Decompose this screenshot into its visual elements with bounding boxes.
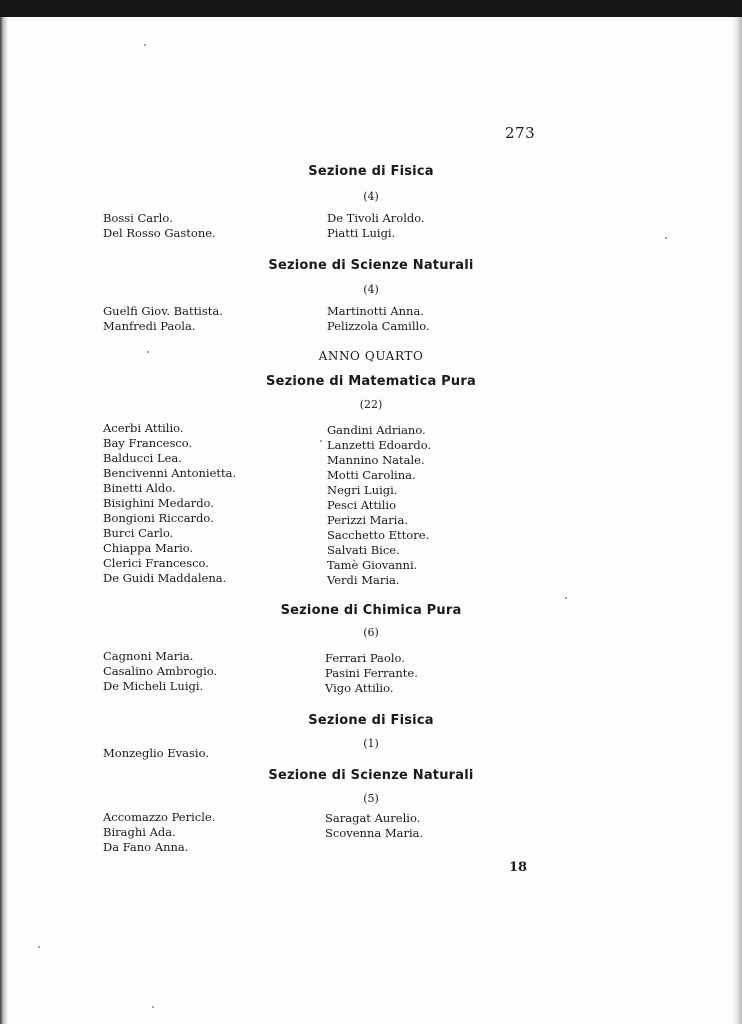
- section-count: (4): [363, 190, 379, 203]
- scan-speck: [565, 597, 567, 599]
- page-number: 273: [505, 124, 536, 142]
- name-list-left: [103, 421, 236, 586]
- list-item: Perizzi Maria.: [327, 513, 408, 527]
- list-item: Accomazzo Pericle.: [103, 810, 216, 824]
- list-item: Del Rosso Gastone.: [103, 226, 216, 240]
- section-heading-matematica-pura: Sezione di Matematica Pura: [266, 374, 476, 389]
- section-heading-fisica: Sezione di Fisica: [308, 164, 434, 179]
- section-heading-chimica-pura: Sezione di Chimica Pura: [280, 603, 462, 618]
- list-item: Casalino Ambrogio.: [103, 664, 218, 678]
- scan-speck: [38, 946, 40, 948]
- list-item: Tamè Giovanni.: [327, 558, 418, 572]
- section-count: (6): [363, 626, 379, 639]
- list-item: De Tivoli Aroldo.: [327, 211, 425, 225]
- name-list-right: [325, 651, 418, 696]
- name-list-left: [103, 211, 216, 241]
- list-item: Bencivenni Antonietta.: [103, 466, 237, 480]
- year-heading: ANNO QUARTO: [318, 349, 424, 363]
- list-item: Binetti Aldo.: [103, 481, 176, 495]
- list-item: Pesci Attilio: [327, 498, 397, 512]
- list-item: Burci Carlo.: [103, 526, 174, 540]
- list-item: Chiappa Mario.: [103, 541, 194, 555]
- list-item: Vigo Attilio.: [325, 681, 394, 695]
- list-item: Gandini Adriano.: [327, 423, 426, 437]
- scan-speck: [147, 351, 149, 353]
- list-item: Da Fano Anna.: [103, 840, 189, 854]
- name-list-left: [103, 304, 223, 334]
- list-item: Sacchetto Ettore.: [327, 528, 430, 542]
- section-heading-fisica: Sezione di Fisica: [308, 713, 434, 728]
- section-count: (22): [359, 398, 383, 411]
- name-list-right: [327, 423, 431, 588]
- list-item: Bisighini Medardo.: [103, 496, 214, 510]
- signature-mark: 18: [509, 860, 528, 875]
- list-item: Saragat Aurelio.: [325, 811, 421, 825]
- list-item: Clerici Francesco.: [103, 556, 209, 570]
- list-item: Mannino Natale.: [327, 453, 425, 467]
- name-list-right: [325, 811, 423, 841]
- list-item: Guelfi Giov. Battista.: [103, 304, 223, 318]
- scan-speck: [144, 44, 146, 46]
- list-item: Pelizzola Camillo.: [327, 319, 430, 333]
- list-item: De Micheli Luigi.: [103, 679, 204, 693]
- list-item: Lanzetti Edoardo.: [327, 438, 432, 452]
- scan-speck: [320, 440, 322, 442]
- section-heading-scienze-naturali: Sezione di Scienze Naturali: [268, 258, 474, 273]
- list-item: Manfredi Paola.: [103, 319, 196, 333]
- list-item: Bossi Carlo.: [103, 211, 173, 225]
- section-heading-scienze-naturali: Sezione di Scienze Naturali: [268, 768, 474, 783]
- name-list-right: [327, 304, 430, 334]
- name-list-left: [103, 746, 209, 761]
- list-item: Negri Luigi.: [327, 483, 398, 497]
- list-item: Martinotti Anna.: [327, 304, 424, 318]
- list-item: Piatti Luigi.: [327, 226, 396, 240]
- list-item: Ferrari Paolo.: [325, 651, 405, 665]
- list-item: Biraghi Ada.: [103, 825, 176, 839]
- list-item: Motti Carolina.: [327, 468, 416, 482]
- list-item: Pasini Ferrante.: [325, 666, 418, 680]
- list-item: Acerbi Attilio.: [103, 421, 184, 435]
- list-item: Bay Francesco.: [103, 436, 193, 450]
- section-count: (4): [363, 283, 379, 296]
- section-count: (5): [363, 792, 379, 805]
- name-list-right: [327, 211, 425, 241]
- list-item: Cagnoni Maria.: [103, 649, 194, 663]
- scan-speck: [152, 1006, 154, 1008]
- scan-top-border: [0, 0, 742, 17]
- list-item: Salvati Bice.: [327, 543, 400, 557]
- list-item: Monzeglio Evasio.: [103, 746, 209, 760]
- list-item: Balducci Lea.: [103, 451, 182, 465]
- list-item: De Guidi Maddalena.: [103, 571, 227, 585]
- list-item: Bongioni Riccardo.: [103, 511, 214, 525]
- list-item: Scovenna Maria.: [325, 826, 424, 840]
- scan-speck: [665, 237, 667, 239]
- name-list-left: [103, 810, 215, 855]
- name-list-left: [103, 649, 217, 694]
- section-count: (1): [363, 737, 379, 750]
- list-item: Verdi Maria.: [327, 573, 400, 587]
